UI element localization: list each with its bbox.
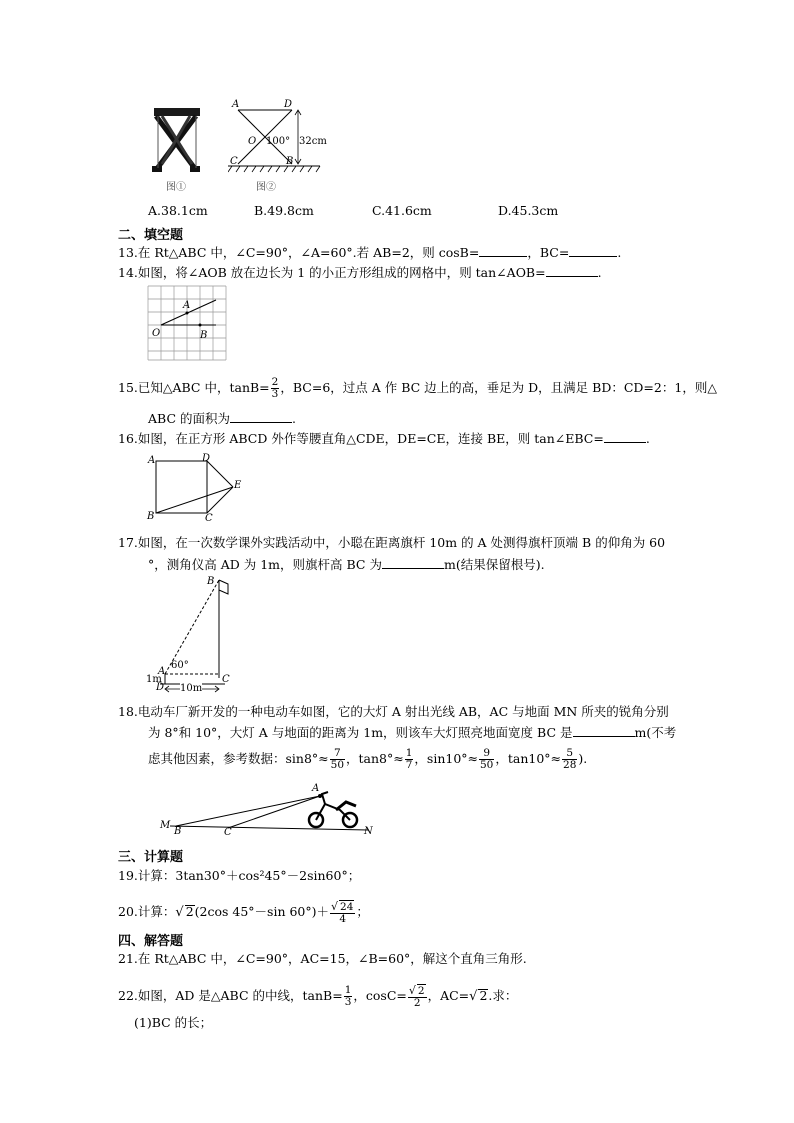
fig2-caption: 图② [256, 182, 276, 193]
question-16: 16.如图，在正方形 ABCD 外作等腰直角△CDE，DE=CE，连接 BE，则 tan∠EBC= . [118, 431, 650, 446]
fig2-label-c: C [230, 156, 238, 167]
fig14-label-a: A [183, 300, 191, 311]
answer-blank [382, 556, 444, 569]
answer-blank [479, 244, 527, 257]
fig18-label-n: N [364, 826, 373, 837]
option-d: D.45.3cm [498, 203, 559, 218]
question-15-cont: ABC 的面积为 . [148, 411, 296, 426]
answer-blank [569, 244, 617, 257]
fig16-label-a: A [148, 455, 156, 466]
stool-caption: 图① [166, 182, 186, 193]
fig18-label-a: A [312, 783, 320, 794]
fraction: $\frac{1}{7}$ [405, 747, 413, 771]
fig16-label-d: D [202, 453, 211, 464]
square-figure [148, 452, 248, 524]
option-a: A.38.1cm [148, 203, 208, 218]
question-22-part1: (1)BC 的长； [134, 1015, 213, 1030]
fig16-label-b: B [147, 511, 155, 522]
fig2-label-d: D [284, 99, 293, 110]
fraction: $\frac{1}{3}$ [344, 984, 352, 1008]
answer-blank [573, 724, 635, 737]
answer-blank [604, 430, 646, 443]
option-c: C.41.6cm [372, 203, 432, 218]
question-18-data: 虑其他因素，参考数据：sin8°≈ $\frac{7}{50}$ ，tan8°≈ $\frac{1}{7}$ ，sin10°≈ $\frac{9}{50}$ ，tan10°≈ $\frac{5}{28}$ ). [148, 747, 588, 771]
fraction: $\frac{7}{50}$ [330, 747, 345, 771]
question-14: 14.如图，将∠AOB 放在边长为 1 的小正方形组成的网格中，则 tan∠AOB= . [118, 265, 602, 280]
fraction: $\frac{√ 24}{4}$ [331, 900, 354, 925]
question-17: 17.如图，在一次数学课外实践活动中，小聪在距离旗杆 10m 的 A 处测得旗杆顶端 B 的仰角为 60 [118, 535, 666, 550]
fig2-height-label: 32cm [299, 136, 327, 147]
fig14-label-b: B [200, 330, 208, 341]
fig18-label-m: M [160, 820, 171, 831]
fig2-label-a: A [232, 99, 240, 110]
option-b: B.49.8cm [254, 203, 314, 218]
answer-blank [230, 410, 292, 423]
question-22: 22.如图，AD 是△ABC 的中线，tanB= $\frac{1}{3}$ ，cosC= $\frac{√ 2}{2}$ ，AC=√ 2.求： [118, 984, 518, 1009]
fig16-label-c: C [205, 513, 213, 524]
fig17-label-b: B [207, 576, 215, 587]
fig17-angle-label: 60° [171, 660, 189, 671]
section-solve-heading: 四、解答题 [118, 934, 184, 949]
grid-figure [146, 284, 230, 364]
fraction: $\frac{√ 2}{2}$ [408, 984, 425, 1009]
question-18: 18.电动车厂新开发的一种电动车如图，它的大灯 A 射出光线 AB，AC 与地面 MN 所夹的锐角分别 [118, 704, 669, 719]
question-13: 13.在 Rt△ABC 中，∠C=90°，∠A=60°.若 AB=2，则 cosB= ，BC= . [118, 245, 622, 260]
fig2-angle-label: 100° [266, 136, 291, 147]
question-20: 20.计算：√ 2(2cos 45°－sin 60°)＋ $\frac{√ 24}{4}$ ； [118, 900, 369, 925]
scooter-figure [160, 780, 380, 838]
question-19: 19.计算：3tan30°＋cos²45°－2sin60°； [118, 868, 361, 883]
fig17-label-a: A [158, 666, 166, 677]
fig2-label-o: O [248, 136, 257, 147]
section-fill-heading: 二、填空题 [118, 228, 184, 243]
section-calc-heading: 三、计算题 [118, 850, 184, 865]
fraction: $\frac{9}{50}$ [480, 747, 494, 771]
fig17-distance-label: 10m [180, 683, 203, 694]
radical: 2 [185, 904, 194, 919]
fraction: $\frac{5}{28}$ [563, 747, 577, 771]
fig16-label-e: E [234, 480, 242, 491]
fig17-label-c: C [222, 674, 230, 685]
radical: 2 [479, 988, 488, 1003]
fig14-label-o: O [152, 328, 161, 339]
fig18-label-c: C [224, 827, 232, 838]
fig2-label-b: B [286, 156, 294, 167]
question-21: 21.在 Rt△ABC 中，∠C=90°，AC=15，∠B=60°，解这个直角三角形. [118, 951, 527, 966]
question-18-cont: 为 8°和 10°，大灯 A 与地面的距离为 1m，则该车大灯照亮地面宽度 BC 是 m(不考 [148, 725, 677, 740]
question-17-cont: °，测角仪高 AD 为 1m，则旗杆高 BC 为 m(结果保留根号). [148, 557, 545, 572]
question-15: 15.已知△ABC 中，tanB= $\frac{2}{3}$ ，BC=6，过点 A 作 BC 边上的高，垂足为 D，且满足 BD：CD=2：1，则△ [118, 376, 717, 400]
fraction: $\frac{2}{3}$ [271, 376, 279, 400]
answer-blank [546, 264, 598, 277]
fig17-label-d: D [156, 682, 165, 693]
fig17-height-label: 1m [146, 674, 162, 685]
fig18-label-b: B [174, 826, 182, 837]
